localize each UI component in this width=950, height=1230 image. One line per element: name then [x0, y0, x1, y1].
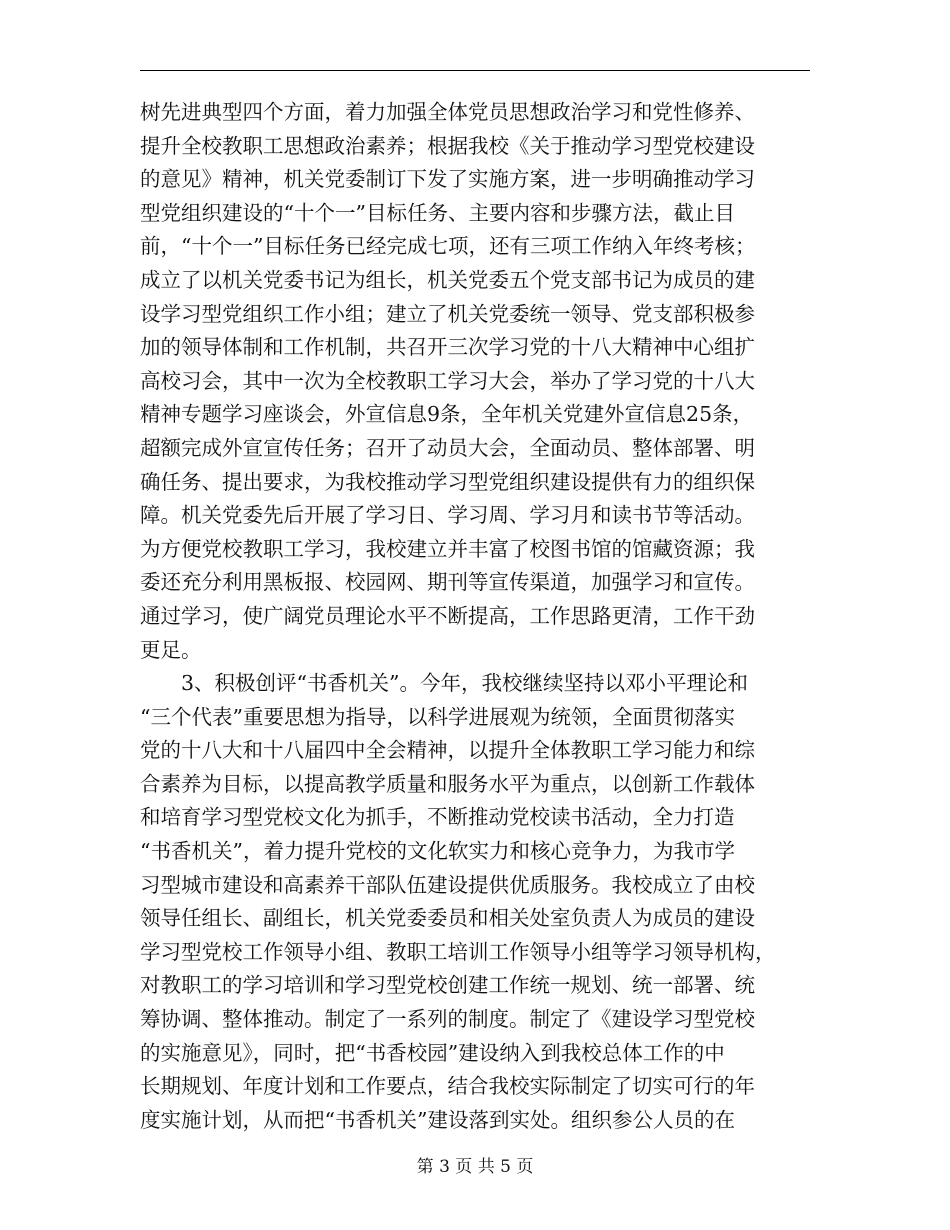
body-text	[140, 96, 810, 1137]
text-line: 树先进典型四个方面，着力加强全体党员思想政治学习和党性修养、	[140, 100, 755, 124]
text-line: 提升全校教职工思想政治素养；根据我校《关于推动学习型党校建设	[140, 133, 755, 158]
text-line: 学习型党校工作领导小组、教职工培训工作领导小组等学习领导机构，	[140, 939, 776, 964]
text-line: 对教职工的学习培训和学习型党校创建工作统一规划、统一部署、统	[140, 973, 755, 998]
text-line: 合素养为目标，以提高教学质量和服务水平为重点，以创新工作载体	[140, 771, 755, 796]
text-line: 高校习会，其中一次为全校教职工学习大会，举办了学习党的十八大	[140, 368, 755, 393]
text-line: 成立了以机关党委书记为组长，机关党委五个党支部书记为成员的建	[140, 267, 755, 292]
text-line: 前，“十个一”目标任务已经完成七项，还有三项工作纳入年终考核；	[140, 234, 756, 259]
text-line: 筹协调、整体推动。制定了一系列的制度。制定了《建设学习型党校	[140, 1007, 755, 1032]
text-line: 精神专题学习座谈会，外宣信息9条，全年机关党建外宣信息25条，	[140, 402, 754, 427]
text-line: 度实施计划，从而把“书香机关”建设落到实处。组织参公人员的在	[140, 1107, 735, 1132]
paragraph-start-line: 3、积极创评“书香机关”。今年，我校继续坚持以邓小平理论和	[181, 671, 749, 696]
text-line: 通过学习，使广阔党员理论水平不断提高，工作思路更清，工作干劲	[140, 603, 755, 628]
text-line: “三个代表”重要思想为指导，以科学进展观为统领，全面贯彻落实	[140, 704, 735, 729]
text-line: “书香机关”，着力提升党校的文化软实力和核心竞争力，为我市学	[140, 839, 735, 864]
text-line: 的意见》精神，机关党委制订下发了实施方案，进一步明确推动学习	[140, 167, 755, 192]
text-line: 和培育学习型党校文化为抓手，不断推动党校读书活动，全力打造	[140, 805, 735, 830]
text-line: 领导任组长、副组长，机关党委委员和相关处室负责人为成员的建设	[140, 906, 755, 931]
text-line: 加的领导体制和工作机制，共召开三次学习党的十八大精神中心组扩	[140, 335, 755, 360]
text-line: 为方便党校教职工学习，我校建立并丰富了校图书馆的馆藏资源；我	[140, 536, 755, 561]
text-line: 确任务、提出要求，为我校推动学习型党组织建设提供有力的组织保	[140, 469, 755, 494]
page-number-footer: 第 3 页 共 5 页	[416, 1157, 534, 1177]
header-rule	[140, 70, 810, 71]
text-line: 党的十八大和十八届四中全会精神，以提升全体教职工学习能力和综	[140, 738, 755, 763]
text-line: 长期规划、年度计划和工作要点，结合我校实际制定了切实可行的年	[140, 1074, 755, 1099]
text-line: 型党组织建设的“十个一”目标任务、主要内容和步骤方法，截止目	[140, 200, 735, 225]
text-line: 设学习型党组织工作小组；建立了机关党委统一领导、党支部积极参	[140, 301, 755, 326]
text-line: 更足。	[140, 637, 202, 662]
text-line: 习型城市建设和高素养干部队伍建设提供优质服务。我校成立了由校	[140, 872, 755, 897]
text-line: 委还充分利用黑板报、校园网、期刊等宣传渠道，加强学习和宣传。	[140, 570, 755, 595]
text-line: 的实施意见》，同时，把“书香校园”建设纳入到我校总体工作的中	[140, 1040, 725, 1065]
text-line: 超额完成外宣宣传任务；召开了动员大会，全面动员、整体部署、明	[140, 435, 755, 460]
text-line: 障。机关党委先后开展了学习日、学习周、学习月和读书节等活动。	[140, 503, 755, 528]
